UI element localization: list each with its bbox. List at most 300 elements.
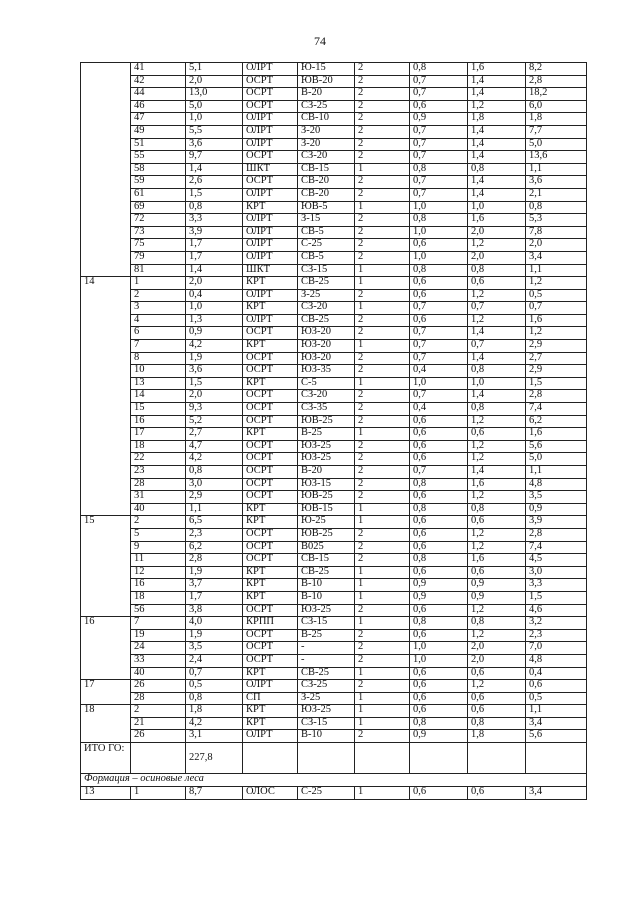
table-cell: 1,0 bbox=[468, 201, 526, 214]
table-cell: 26 bbox=[131, 730, 186, 743]
table-cell: 3 bbox=[131, 302, 186, 315]
table-cell: 28 bbox=[131, 692, 186, 705]
table-cell: 0,8 bbox=[410, 617, 468, 630]
table-cell: 0,7 bbox=[410, 88, 468, 101]
table-row bbox=[81, 277, 587, 290]
table-cell: 3,5 bbox=[186, 642, 243, 655]
table-row bbox=[81, 138, 587, 151]
table-cell: 3,9 bbox=[526, 516, 587, 529]
table-cell: 2 bbox=[355, 188, 410, 201]
table-cell: 41 bbox=[131, 63, 186, 76]
table-cell: 2 bbox=[355, 327, 410, 340]
table-cell: 3,6 bbox=[186, 365, 243, 378]
table-cell: В-25 bbox=[298, 428, 355, 441]
table-cell: 0,6 bbox=[410, 528, 468, 541]
table-cell: 0,6 bbox=[410, 453, 468, 466]
table-cell: 1,2 bbox=[468, 528, 526, 541]
table-cell: КРТ bbox=[243, 503, 298, 516]
table-cell: 1,4 bbox=[186, 264, 243, 277]
table-cell: 8 bbox=[131, 352, 186, 365]
table-cell: 5,0 bbox=[186, 100, 243, 113]
table-cell: 75 bbox=[131, 239, 186, 252]
table-cell: 73 bbox=[131, 226, 186, 239]
table-cell: КРТ bbox=[243, 579, 298, 592]
table-cell: 51 bbox=[131, 138, 186, 151]
table-cell: ШКТ bbox=[243, 264, 298, 277]
table-cell: 47 bbox=[131, 113, 186, 126]
table-cell: 4,5 bbox=[526, 554, 587, 567]
table-cell: 0,8 bbox=[468, 365, 526, 378]
table-cell: 0,6 bbox=[468, 667, 526, 680]
table-cell bbox=[526, 743, 587, 774]
table-cell: 1,1 bbox=[186, 503, 243, 516]
table-cell: 81 bbox=[131, 264, 186, 277]
table-cell: 18 bbox=[131, 591, 186, 604]
table-cell: 1,0 bbox=[186, 113, 243, 126]
table-row bbox=[81, 680, 587, 693]
table-cell: 21 bbox=[131, 717, 186, 730]
table-cell: 61 bbox=[131, 188, 186, 201]
table-cell: 2 bbox=[355, 251, 410, 264]
table-cell: 1 bbox=[355, 428, 410, 441]
table-cell: 0,7 bbox=[410, 176, 468, 189]
section-number: 18 bbox=[81, 705, 131, 743]
table-cell: 0,8 bbox=[468, 163, 526, 176]
table-cell: ЮЗ-20 bbox=[298, 340, 355, 353]
table-cell: 16 bbox=[131, 579, 186, 592]
table-cell: КРПП bbox=[243, 617, 298, 630]
table-cell: 2 bbox=[355, 365, 410, 378]
formation-label: Формация – осиновые леса bbox=[81, 774, 587, 787]
table-cell: 0,6 bbox=[410, 705, 468, 718]
table-cell: 0,6 bbox=[410, 314, 468, 327]
table-cell: 3,8 bbox=[186, 604, 243, 617]
table-cell: 9,3 bbox=[186, 403, 243, 416]
table-row bbox=[81, 554, 587, 567]
table-cell: КРТ bbox=[243, 591, 298, 604]
table-cell: 5 bbox=[131, 528, 186, 541]
table-cell: 0,6 bbox=[468, 787, 526, 800]
table-row bbox=[81, 541, 587, 554]
table-cell: ОСРТ bbox=[243, 403, 298, 416]
table-cell: Ю-25 bbox=[298, 516, 355, 529]
table-cell: 13,0 bbox=[186, 88, 243, 101]
table-cell: 22 bbox=[131, 453, 186, 466]
table-row bbox=[81, 516, 587, 529]
table-cell: СВ-5 bbox=[298, 251, 355, 264]
table-cell: 1 bbox=[131, 787, 186, 800]
table-row bbox=[81, 314, 587, 327]
table-cell: СП bbox=[243, 692, 298, 705]
table-cell: 2 bbox=[355, 100, 410, 113]
table-cell: 59 bbox=[131, 176, 186, 189]
table-row bbox=[81, 440, 587, 453]
total-value: 227,8 bbox=[186, 743, 243, 774]
table-cell: 0,8 bbox=[468, 264, 526, 277]
table-cell: 0,6 bbox=[526, 680, 587, 693]
table-cell: 0,8 bbox=[186, 692, 243, 705]
table-row bbox=[81, 428, 587, 441]
table-cell: 2,0 bbox=[186, 75, 243, 88]
table-cell: 1,8 bbox=[468, 730, 526, 743]
table-cell: 1,2 bbox=[526, 277, 587, 290]
table-cell: ЮЗ-25 bbox=[298, 705, 355, 718]
table-cell: ОЛРТ bbox=[243, 289, 298, 302]
table-cell bbox=[410, 743, 468, 774]
table-cell: 1,4 bbox=[468, 151, 526, 164]
table-cell: 13,6 bbox=[526, 151, 587, 164]
section-number: 14 bbox=[81, 277, 131, 516]
table-cell: 1,0 bbox=[410, 226, 468, 239]
table-cell: 2,0 bbox=[186, 390, 243, 403]
table-cell: КРТ bbox=[243, 667, 298, 680]
table-cell: ОЛРТ bbox=[243, 680, 298, 693]
table-cell: 0,8 bbox=[526, 201, 587, 214]
table-cell bbox=[468, 743, 526, 774]
table-cell: 1,6 bbox=[468, 554, 526, 567]
table-row bbox=[81, 403, 587, 416]
table-cell: 1,2 bbox=[468, 629, 526, 642]
table-cell: 2,3 bbox=[186, 528, 243, 541]
table-cell: 0,9 bbox=[410, 113, 468, 126]
table-cell: В-20 bbox=[298, 88, 355, 101]
table-cell: 2 bbox=[355, 528, 410, 541]
table-cell: 16 bbox=[131, 415, 186, 428]
table-cell: ОЛРТ bbox=[243, 730, 298, 743]
table-cell: КРТ bbox=[243, 277, 298, 290]
table-cell: ОЛРТ bbox=[243, 63, 298, 76]
table-cell: 4 bbox=[131, 314, 186, 327]
table-cell: 2,8 bbox=[526, 390, 587, 403]
table-row bbox=[81, 692, 587, 705]
table-cell: 0,7 bbox=[410, 352, 468, 365]
table-cell: 0,7 bbox=[526, 302, 587, 315]
table-cell: 0,6 bbox=[410, 667, 468, 680]
table-row bbox=[81, 566, 587, 579]
table-cell: ОЛРТ bbox=[243, 314, 298, 327]
table-cell: КРТ bbox=[243, 340, 298, 353]
table-cell: СВ-5 bbox=[298, 226, 355, 239]
table-cell: 6,2 bbox=[526, 415, 587, 428]
table-cell: 0,6 bbox=[410, 566, 468, 579]
table-cell: 11 bbox=[131, 554, 186, 567]
table-cell: З-20 bbox=[298, 138, 355, 151]
table-cell: 0,8 bbox=[468, 617, 526, 630]
table-cell: 44 bbox=[131, 88, 186, 101]
table-row bbox=[81, 579, 587, 592]
table-cell: 33 bbox=[131, 654, 186, 667]
table-cell: 7,7 bbox=[526, 125, 587, 138]
table-cell: 1,2 bbox=[468, 289, 526, 302]
table-cell: 5,2 bbox=[186, 415, 243, 428]
table-cell: 69 bbox=[131, 201, 186, 214]
table-cell: 2 bbox=[355, 75, 410, 88]
table-row bbox=[81, 604, 587, 617]
table-cell: 1 bbox=[355, 302, 410, 315]
table-cell: 8,2 bbox=[526, 63, 587, 76]
table-row bbox=[81, 163, 587, 176]
table-cell: 0,6 bbox=[410, 289, 468, 302]
table-cell: С-25 bbox=[298, 239, 355, 252]
table-cell: 1,6 bbox=[468, 478, 526, 491]
table-cell: 7,8 bbox=[526, 226, 587, 239]
table-cell: 2 bbox=[355, 541, 410, 554]
table-cell: ОСРТ bbox=[243, 151, 298, 164]
table-cell: ОСРТ bbox=[243, 528, 298, 541]
table-cell: 49 bbox=[131, 125, 186, 138]
table-cell: 2 bbox=[355, 226, 410, 239]
table-cell: 2 bbox=[355, 453, 410, 466]
table-cell: ОСРТ bbox=[243, 100, 298, 113]
table-cell: 0,9 bbox=[186, 327, 243, 340]
table-cell: 2 bbox=[355, 239, 410, 252]
table-cell: 2 bbox=[355, 390, 410, 403]
table-cell: 0,8 bbox=[410, 63, 468, 76]
table-cell: 0,4 bbox=[186, 289, 243, 302]
table-cell: 40 bbox=[131, 667, 186, 680]
table-cell: 0,6 bbox=[410, 629, 468, 642]
table-cell: 0,8 bbox=[468, 403, 526, 416]
table-cell: СВ-15 bbox=[298, 163, 355, 176]
table-cell: СЗ-25 bbox=[298, 680, 355, 693]
table-cell: 0,6 bbox=[410, 428, 468, 441]
table-cell: 2 bbox=[355, 680, 410, 693]
table-cell: 3,9 bbox=[186, 226, 243, 239]
table-cell: ЮВ-25 bbox=[298, 415, 355, 428]
table-cell: КРТ bbox=[243, 428, 298, 441]
table-cell: СЗ-20 bbox=[298, 151, 355, 164]
table-cell: 2 bbox=[355, 478, 410, 491]
table-cell: 2 bbox=[355, 654, 410, 667]
table-cell: 0,6 bbox=[468, 705, 526, 718]
table-cell: СВ-20 bbox=[298, 176, 355, 189]
table-row bbox=[81, 466, 587, 479]
table-row bbox=[81, 787, 587, 800]
table-row bbox=[81, 327, 587, 340]
table-cell: 2,0 bbox=[468, 251, 526, 264]
table-cell: 1,5 bbox=[186, 188, 243, 201]
table-cell: 1,2 bbox=[468, 491, 526, 504]
table-cell: ОСРТ bbox=[243, 176, 298, 189]
section-number: 15 bbox=[81, 516, 131, 617]
table-cell: 1,2 bbox=[468, 453, 526, 466]
table-cell: 2 bbox=[355, 314, 410, 327]
table-cell bbox=[298, 743, 355, 774]
table-cell: 0,7 bbox=[410, 340, 468, 353]
table-cell: СВ-15 bbox=[298, 554, 355, 567]
table-cell: 0,6 bbox=[410, 680, 468, 693]
table-cell: 0,8 bbox=[410, 214, 468, 227]
table-cell: ОЛРТ bbox=[243, 138, 298, 151]
table-cell: СЗ-35 bbox=[298, 403, 355, 416]
table-cell: 5,0 bbox=[526, 453, 587, 466]
table-row bbox=[81, 289, 587, 302]
table-cell: 2 bbox=[355, 554, 410, 567]
table-cell: ОСРТ bbox=[243, 604, 298, 617]
table-cell: КРТ bbox=[243, 201, 298, 214]
table-cell: 0,7 bbox=[410, 390, 468, 403]
table-cell: 1,4 bbox=[468, 125, 526, 138]
table-cell: СЗ-15 bbox=[298, 717, 355, 730]
table-row bbox=[81, 302, 587, 315]
table-cell: 1,1 bbox=[526, 705, 587, 718]
table-cell: ОСРТ bbox=[243, 642, 298, 655]
table-cell: 2 bbox=[355, 730, 410, 743]
table-row bbox=[81, 617, 587, 630]
table-cell: 0,8 bbox=[410, 478, 468, 491]
table-cell bbox=[131, 743, 186, 774]
table-cell bbox=[355, 743, 410, 774]
table-cell: 1 bbox=[355, 667, 410, 680]
table-cell: 9 bbox=[131, 541, 186, 554]
table-cell: ОСРТ bbox=[243, 365, 298, 378]
table-cell: ОЛРТ bbox=[243, 125, 298, 138]
table-cell: ОЛРТ bbox=[243, 251, 298, 264]
table-cell: 2,0 bbox=[186, 277, 243, 290]
table-cell: 1,1 bbox=[526, 264, 587, 277]
table-cell: 0,7 bbox=[186, 667, 243, 680]
table-cell: 0,8 bbox=[410, 717, 468, 730]
table-cell: 1 bbox=[355, 340, 410, 353]
table-cell: 0,4 bbox=[410, 403, 468, 416]
table-cell: 0,8 bbox=[410, 554, 468, 567]
table-cell: 0,6 bbox=[410, 440, 468, 453]
table-cell: ОЛРТ bbox=[243, 214, 298, 227]
table-cell: 1,0 bbox=[410, 377, 468, 390]
table-cell: 1,2 bbox=[468, 440, 526, 453]
table-cell: 1,6 bbox=[468, 63, 526, 76]
table-cell: 2 bbox=[355, 642, 410, 655]
table-cell: 2 bbox=[131, 705, 186, 718]
table-cell: 2,9 bbox=[186, 491, 243, 504]
table-cell: 1,2 bbox=[468, 680, 526, 693]
table-cell: 1 bbox=[355, 503, 410, 516]
table-cell: ЮЗ-15 bbox=[298, 478, 355, 491]
table-cell: 1,2 bbox=[468, 415, 526, 428]
table-cell: ОСРТ bbox=[243, 440, 298, 453]
table-cell: 0,6 bbox=[410, 541, 468, 554]
table-cell: ОСРТ bbox=[243, 75, 298, 88]
table-cell: 3,1 bbox=[186, 730, 243, 743]
table-cell: 2 bbox=[355, 403, 410, 416]
table-cell: ЮВ-25 bbox=[298, 528, 355, 541]
table-cell: В-10 bbox=[298, 730, 355, 743]
table-cell: 3,0 bbox=[526, 566, 587, 579]
table-cell: 1,2 bbox=[468, 314, 526, 327]
table-row bbox=[81, 188, 587, 201]
table-cell: - bbox=[298, 642, 355, 655]
table-cell: 1 bbox=[355, 566, 410, 579]
table-cell: 2 bbox=[355, 352, 410, 365]
table-cell: 42 bbox=[131, 75, 186, 88]
table-cell: 14 bbox=[131, 390, 186, 403]
table-cell: 4,7 bbox=[186, 440, 243, 453]
table-cell: 0,6 bbox=[468, 692, 526, 705]
table-cell: 1,6 bbox=[468, 214, 526, 227]
table-cell: 1,7 bbox=[186, 591, 243, 604]
total-row bbox=[81, 743, 587, 774]
table-cell: 24 bbox=[131, 642, 186, 655]
table-cell: 2 bbox=[355, 63, 410, 76]
table-cell: 0,6 bbox=[468, 277, 526, 290]
table-cell: 1,9 bbox=[186, 629, 243, 642]
total-label: ИТО ГО: bbox=[81, 743, 131, 774]
table-cell: 28 bbox=[131, 478, 186, 491]
table-cell: ОСРТ bbox=[243, 654, 298, 667]
table-cell: 0,6 bbox=[410, 516, 468, 529]
table-cell: ЮЗ-25 bbox=[298, 604, 355, 617]
table-cell: ОСРТ bbox=[243, 478, 298, 491]
table-cell: В-25 bbox=[298, 629, 355, 642]
table-cell: 0,6 bbox=[410, 100, 468, 113]
table-cell: 46 bbox=[131, 100, 186, 113]
table-cell: 1,0 bbox=[468, 377, 526, 390]
table-cell: 1,5 bbox=[526, 591, 587, 604]
table-cell: 2 bbox=[355, 113, 410, 126]
table-cell: 1,5 bbox=[186, 377, 243, 390]
table-row bbox=[81, 264, 587, 277]
table-cell: 2 bbox=[355, 214, 410, 227]
table-row bbox=[81, 629, 587, 642]
table-cell: 1,0 bbox=[186, 302, 243, 315]
table-cell: 2,0 bbox=[468, 642, 526, 655]
table-cell: 1 bbox=[355, 163, 410, 176]
table-cell: 1,8 bbox=[186, 705, 243, 718]
section-number: 17 bbox=[81, 680, 131, 705]
table-cell: 1,2 bbox=[468, 100, 526, 113]
table-cell: 4,8 bbox=[526, 478, 587, 491]
table-cell: 2 bbox=[355, 125, 410, 138]
table-row bbox=[81, 340, 587, 353]
table-cell: 4,2 bbox=[186, 453, 243, 466]
table-cell: СЗ-25 bbox=[298, 100, 355, 113]
table-cell: 5,5 bbox=[186, 125, 243, 138]
table-cell: 7 bbox=[131, 617, 186, 630]
table-cell: З-25 bbox=[298, 692, 355, 705]
table-cell: 5,6 bbox=[526, 730, 587, 743]
table-cell: КРТ bbox=[243, 705, 298, 718]
table-cell: 3,6 bbox=[526, 176, 587, 189]
table-row bbox=[81, 176, 587, 189]
table-cell: 2 bbox=[355, 289, 410, 302]
table-cell: 12 bbox=[131, 566, 186, 579]
table-cell: 1,1 bbox=[526, 466, 587, 479]
table-cell: 8,7 bbox=[186, 787, 243, 800]
table-cell: 26 bbox=[131, 680, 186, 693]
table-cell: 0,6 bbox=[410, 604, 468, 617]
table-cell: ОСРТ bbox=[243, 352, 298, 365]
table-cell: 2 bbox=[355, 604, 410, 617]
table-cell: ШКТ bbox=[243, 163, 298, 176]
table-cell: 2,8 bbox=[526, 528, 587, 541]
table-row bbox=[81, 226, 587, 239]
table-cell: ОЛРТ bbox=[243, 239, 298, 252]
table-cell: 1 bbox=[355, 717, 410, 730]
table-cell: З-15 bbox=[298, 214, 355, 227]
table-cell: 1,9 bbox=[186, 352, 243, 365]
table-cell: СВ-10 bbox=[298, 113, 355, 126]
table-cell: 7,0 bbox=[526, 642, 587, 655]
table-cell: 0,8 bbox=[468, 717, 526, 730]
table-row bbox=[81, 415, 587, 428]
table-cell: С-5 bbox=[298, 377, 355, 390]
table-row bbox=[81, 239, 587, 252]
forest-table-container bbox=[80, 62, 586, 800]
table-cell: СЗ-20 bbox=[298, 390, 355, 403]
table-cell: 0,9 bbox=[468, 591, 526, 604]
table-row bbox=[81, 365, 587, 378]
table-cell: ЮЗ-20 bbox=[298, 327, 355, 340]
